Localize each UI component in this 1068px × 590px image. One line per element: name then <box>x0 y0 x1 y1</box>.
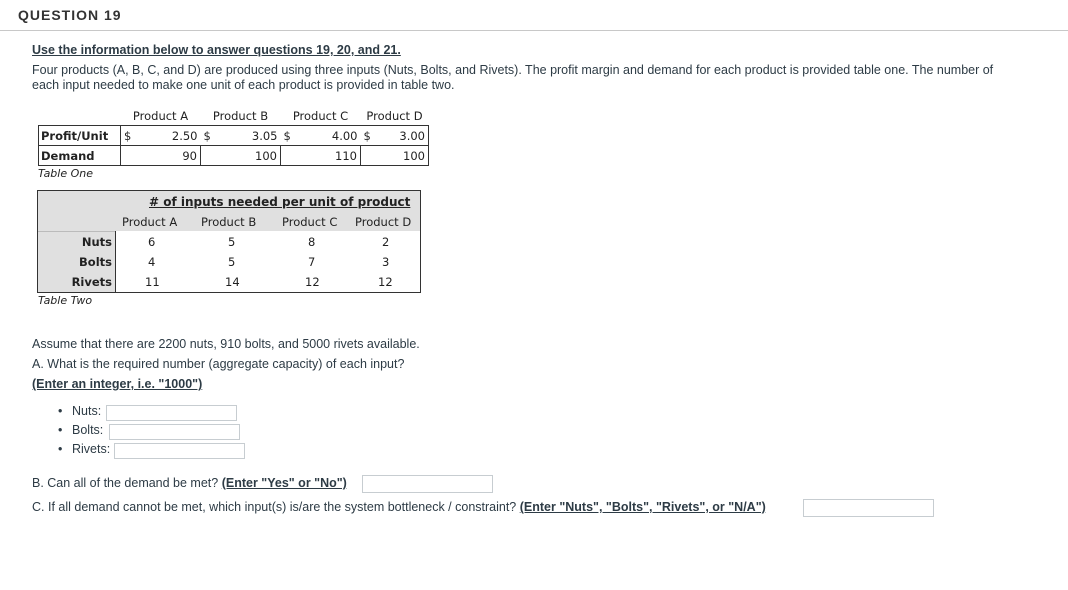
question-title: QUESTION 19 <box>18 7 122 23</box>
table-one-caption: Table One <box>38 167 94 180</box>
bullet-icon: • <box>58 423 63 437</box>
table-two-header: Product B <box>201 215 257 229</box>
bullet-icon: • <box>58 442 63 456</box>
currency-symbol: $ <box>201 126 219 146</box>
part-c-row <box>32 500 766 514</box>
list-item <box>32 423 110 442</box>
demand-value: 90 <box>121 146 201 166</box>
assumption-text: Assume that there are 2200 nuts, 910 bolts, and 5000 rivets available. <box>32 337 420 351</box>
part-b-row <box>32 476 347 490</box>
table-two-row-label: Bolts <box>79 255 112 269</box>
question-intro <box>32 43 1047 93</box>
nuts-input[interactable] <box>106 405 237 421</box>
demand-value: 110 <box>281 146 361 166</box>
table-one-header-row <box>39 106 429 126</box>
profit-value: 2.50 <box>139 126 201 146</box>
table-two-cell: 8 <box>308 235 316 249</box>
table-one <box>38 106 429 166</box>
currency-symbol: $ <box>121 126 140 146</box>
table-two-header: Product A <box>122 215 178 229</box>
intro-lead: Use the information below to answer questions 19, 20, and 21. <box>32 43 401 57</box>
bolts-label: Bolts: <box>72 423 104 437</box>
question-header <box>0 0 1068 31</box>
demand-value: 100 <box>201 146 281 166</box>
profit-value: 3.05 <box>219 126 281 146</box>
table-one-header: Product C <box>292 108 349 123</box>
table-two-cell: 12 <box>305 275 320 289</box>
table-one-header: Product D <box>366 108 423 123</box>
part-a-question: A. What is the required number (aggregate capacity) of each input? <box>32 357 405 371</box>
table-two-title: # of inputs needed per unit of product <box>149 195 411 209</box>
part-c-hint: (Enter "Nuts", "Bolts", "Rivets", or "N/A") <box>519 500 766 514</box>
table-one-profit-row <box>39 126 429 146</box>
demand-value: 100 <box>361 146 429 166</box>
table-two-cell: 12 <box>378 275 393 289</box>
intro-line-2: each input needed to make one unit of each product is provided in table two. <box>32 78 455 92</box>
bolts-input[interactable] <box>109 424 240 440</box>
list-item <box>32 404 110 423</box>
list-item <box>32 442 110 461</box>
table-two-row-label: Rivets <box>71 275 112 289</box>
part-a-hint: (Enter an integer, i.e. "1000") <box>32 377 203 391</box>
intro-line-1: Four products (A, B, C, and D) are produced using three inputs (Nuts, Bolts, and Rivets). The profit margin and demand for each product is provided table one. The number of <box>32 63 994 77</box>
table-two-header: Product C <box>282 215 338 229</box>
currency-symbol: $ <box>361 126 379 146</box>
table-two-cell: 5 <box>228 255 236 269</box>
table-two-cell: 2 <box>382 235 390 249</box>
table-two-caption: Table Two <box>38 294 93 307</box>
profit-label: Profit/Unit <box>39 126 121 146</box>
table-two-cell: 3 <box>382 255 390 269</box>
table-two-cell: 7 <box>308 255 316 269</box>
table-two-cell: 11 <box>145 275 160 289</box>
bullet-icon: • <box>58 404 63 418</box>
part-b-question: B. Can all of the demand be met? <box>32 476 219 490</box>
demand-met-input[interactable] <box>362 475 493 493</box>
demand-label: Demand <box>39 146 121 166</box>
nuts-label: Nuts: <box>72 404 102 418</box>
table-two-cell: 6 <box>148 235 156 249</box>
profit-value: 3.00 <box>379 126 429 146</box>
table-two <box>37 190 421 293</box>
currency-symbol: $ <box>281 126 299 146</box>
table-two-cell: 5 <box>228 235 236 249</box>
rivets-input[interactable] <box>114 443 245 459</box>
table-two-header: Product D <box>355 215 412 229</box>
table-two-cell: 14 <box>225 275 240 289</box>
rivets-label: Rivets: <box>72 442 111 456</box>
bottleneck-input[interactable] <box>803 499 934 517</box>
part-b-hint: (Enter "Yes" or "No") <box>221 476 347 490</box>
table-one-header: Product B <box>212 108 269 123</box>
part-a-input-list <box>32 404 110 461</box>
part-c-question: C. If all demand cannot be met, which input(s) is/are the system bottleneck / constraint? <box>32 500 517 514</box>
table-one-header: Product A <box>132 108 189 123</box>
table-one-demand-row <box>39 146 429 166</box>
profit-value: 4.00 <box>299 126 361 146</box>
table-two-row-label: Nuts <box>81 235 112 249</box>
table-two-cell: 4 <box>148 255 156 269</box>
